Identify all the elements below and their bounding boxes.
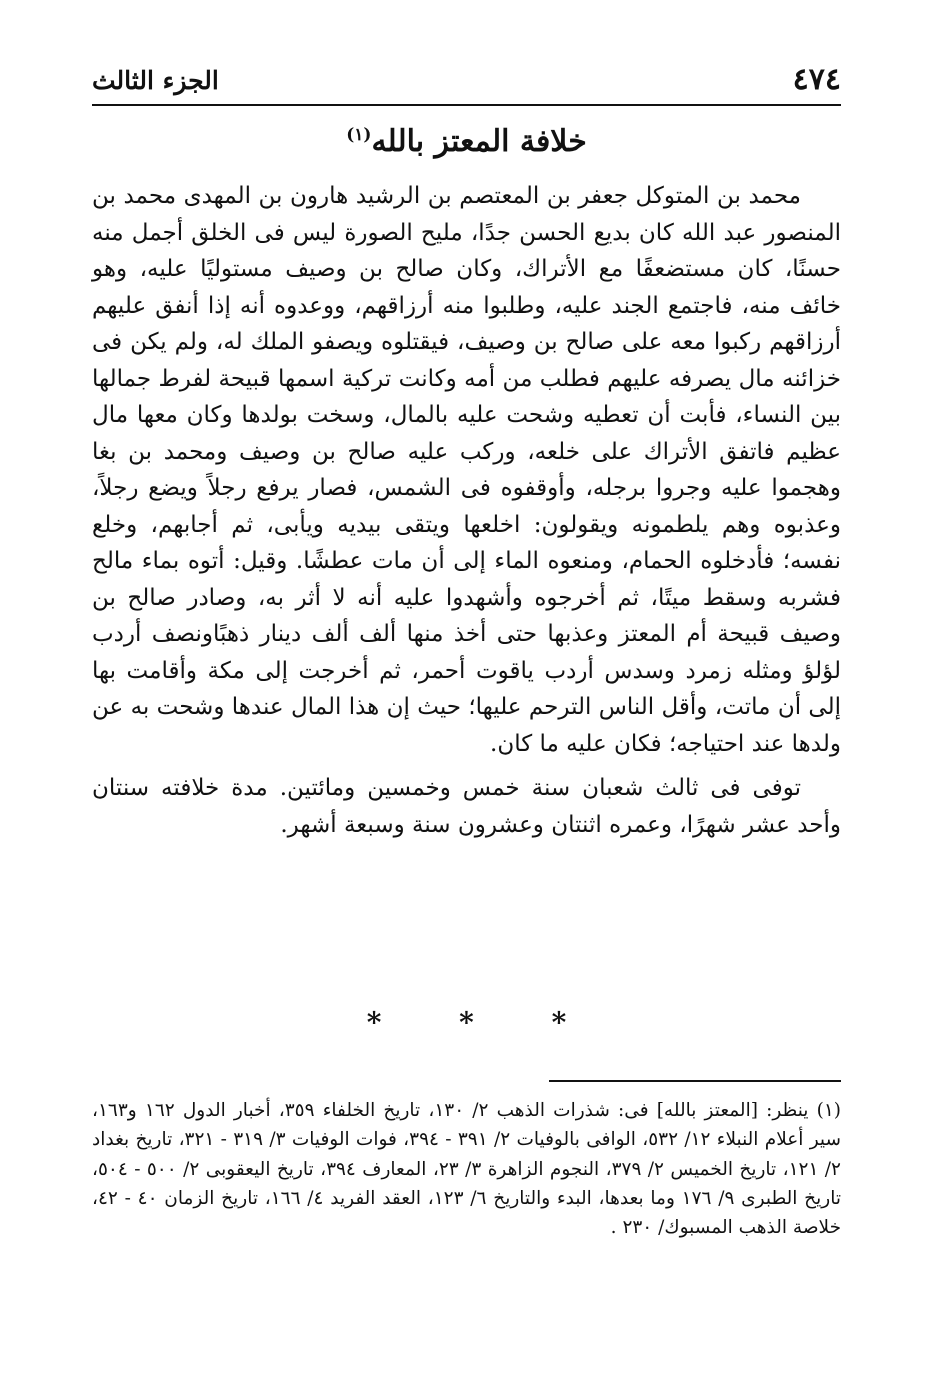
volume-title: الجزء الثالث xyxy=(92,66,219,95)
chapter-title xyxy=(92,124,841,159)
footnote-text: (١) ينظر: [المعتز بالله] فى: شذرات الذهب ٢/ ١٣٠، تاريخ الخلفاء ٣٥٩، أخبار الدول ١٦٢ و١٦٣، سير أعلام النبلاء ١٢/ ٥٣٢، الوافى بالوفيات ٢/ ٣٩١ - ٣٩٤، فوات الوفيات ٣/ ٣١٩ - ٣٢١، تاريخ بغداد ٢/ ١٢١، تاريخ الخميس ٢/ ٣٧٩، النجوم الزاهرة ٣/ ٢٣، المعارف ٣٩٤، تاريخ اليعقوبى ٢/ ٥٠٠ - ٥٠٤، تاريخ الطبرى ٩/ ١٧٦ وما بعدها، البدء والتاريخ ٦/ ١٢٣، العقد الفريد ٤/ ١٦٦، تاريخ الزمان ٤٠ - ٤٢، خلاصة الذهب المسبوك/ ٢٣٠ . xyxy=(92,1100,841,1239)
page-number: ٤٧٤ xyxy=(792,62,841,97)
separator-star: * xyxy=(366,1006,382,1039)
separator-star: * xyxy=(551,1006,567,1039)
section-separator xyxy=(92,1006,841,1039)
footnote-reference: (١) xyxy=(346,125,372,145)
chapter-title-text: خلافة المعتز بالله xyxy=(371,124,587,159)
footnote xyxy=(92,1096,841,1242)
footnote-divider xyxy=(549,1080,841,1082)
page-header xyxy=(92,56,841,106)
paragraph: توفى فى ثالث شعبان سنة خمس وخمسين ومائتين. مدة خلافته سنتان وأحد عشر شهرًا، وعمره اثنتان وعشرون سنة وسبعة أشهر. xyxy=(92,775,841,838)
separator-star: * xyxy=(459,1006,474,1039)
paragraph: محمد بن المتوكل جعفر بن المعتصم بن الرشيد هارون بن المهدى محمد بن المنصور عبد الله كان بديع الحسن جدًا، مليح الصورة ليس فى الخلق أجمل منه حسنًا، كان مستضعفًا مع الأتراك، وكان صالح بن وصيف مستوليًا عليه، وهو خائف منه، فاجتمع الجند عليه، وطلبوا منه أرزاقهم، ووعدوه أنه إذا أنفق عليهم أرزاقهم ركبوا معه على صالح بن وصيف، فيقتلوه ويصفو الملك له، ولم يكن فى خزائنه مال يصرفه عليهم فطلب من أمه وكانت تركية اسمها قبيحة لفرط جمالها بين النساء، فأبت أن تعطيه وشحت عليه بالمال، وسخت بولدها وكان معها مال عظيم فاتفق الأتراك على خلعه، وركب عليه صالح بن وصيف ومحمد بن بغا وهجموا عليه وجروا برجله، وأوقفوه فى الشمس، فصار يرفع رجلاً ويضع رجلاً، وعذبوه وهم يلطمونه ويقولون: اخلعها ويتقى بيديه ويأبى، ثم أجابهم، وخلع نفسه؛ فأدخلوه الحمام، ومنعوه الماء إلى أن مات عطشًا. وقيل: أتوه بماء مالح فشربه وسقط ميتًا، ثم أخرجوه وأشهدوا عليه أنه لا أثر به، وصادر صالح بن وصيف قبيحة أم المعتز وعذبها حتى أخذ منها ألف ألف دينار ذهبًاونصف أردب لؤلؤ ومثله زمرد وسدس أردب ياقوت أحمر، ثم أخرجت إلى مكة وأقامت بها إلى أن ماتت، وأقل الناس الترحم عليها؛ حيث إن هذا المال عندها وشحت به عن ولدها عند احتياجه؛ فكان عليه ما كان. xyxy=(92,183,841,757)
body-text xyxy=(92,178,841,843)
